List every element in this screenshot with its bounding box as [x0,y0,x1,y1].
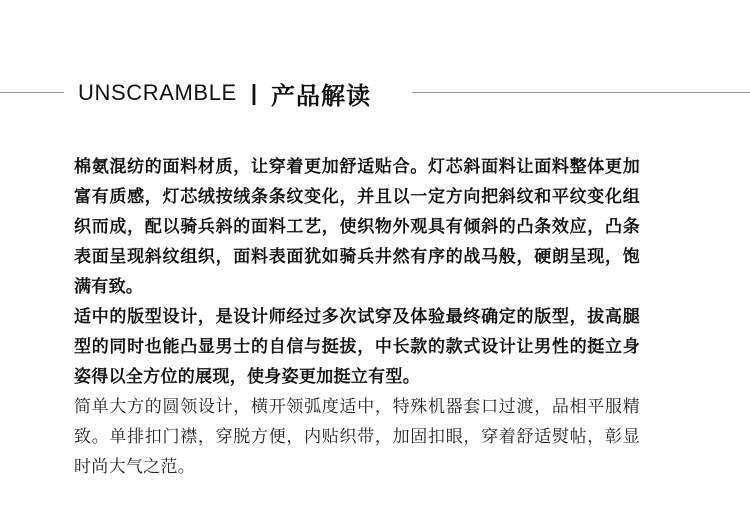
heading-separator: | [250,80,257,105]
heading-english: UNSCRAMBLE [78,80,237,105]
header-divider-right [412,92,750,93]
product-description [74,152,640,482]
header-divider-left [0,92,64,93]
fabric-description-paragraph: 棉氨混纺的面料材质，让穿着更加舒适贴合。灯芯斜面料让面料整体更加富有质感，灯芯绒按绒条条纹变化，并且以一定方向把斜纹和平纹变化组织而成，配以骑兵斜的面料工艺，使织物外观具有倾斜的凸条效应，凸条表面呈现斜纹组织，面料表面犹如骑兵井然有序的战马般，硬朗呈现，饱满有致。 [74,157,640,297]
collar-description-paragraph: 简单大方的圆领设计，横开领弧度适中，特殊机器套口过渡，品相平服精致。单排扣门襟，穿脱方便，内贴织带，加固扣眼，穿着舒适熨帖，彰显时尚大气之范。 [74,397,640,477]
section-heading [78,76,371,110]
section-header [0,76,750,110]
fit-description-paragraph: 适中的版型设计，是设计师经过多次试穿及体验最终确定的版型，拔高腿型的同时也能凸显男士的自信与挺拔，中长款的款式设计让男性的挺立身姿得以全方位的展现，使身姿更加挺立有型。 [74,307,640,387]
heading-chinese: 产品解读 [270,81,371,110]
